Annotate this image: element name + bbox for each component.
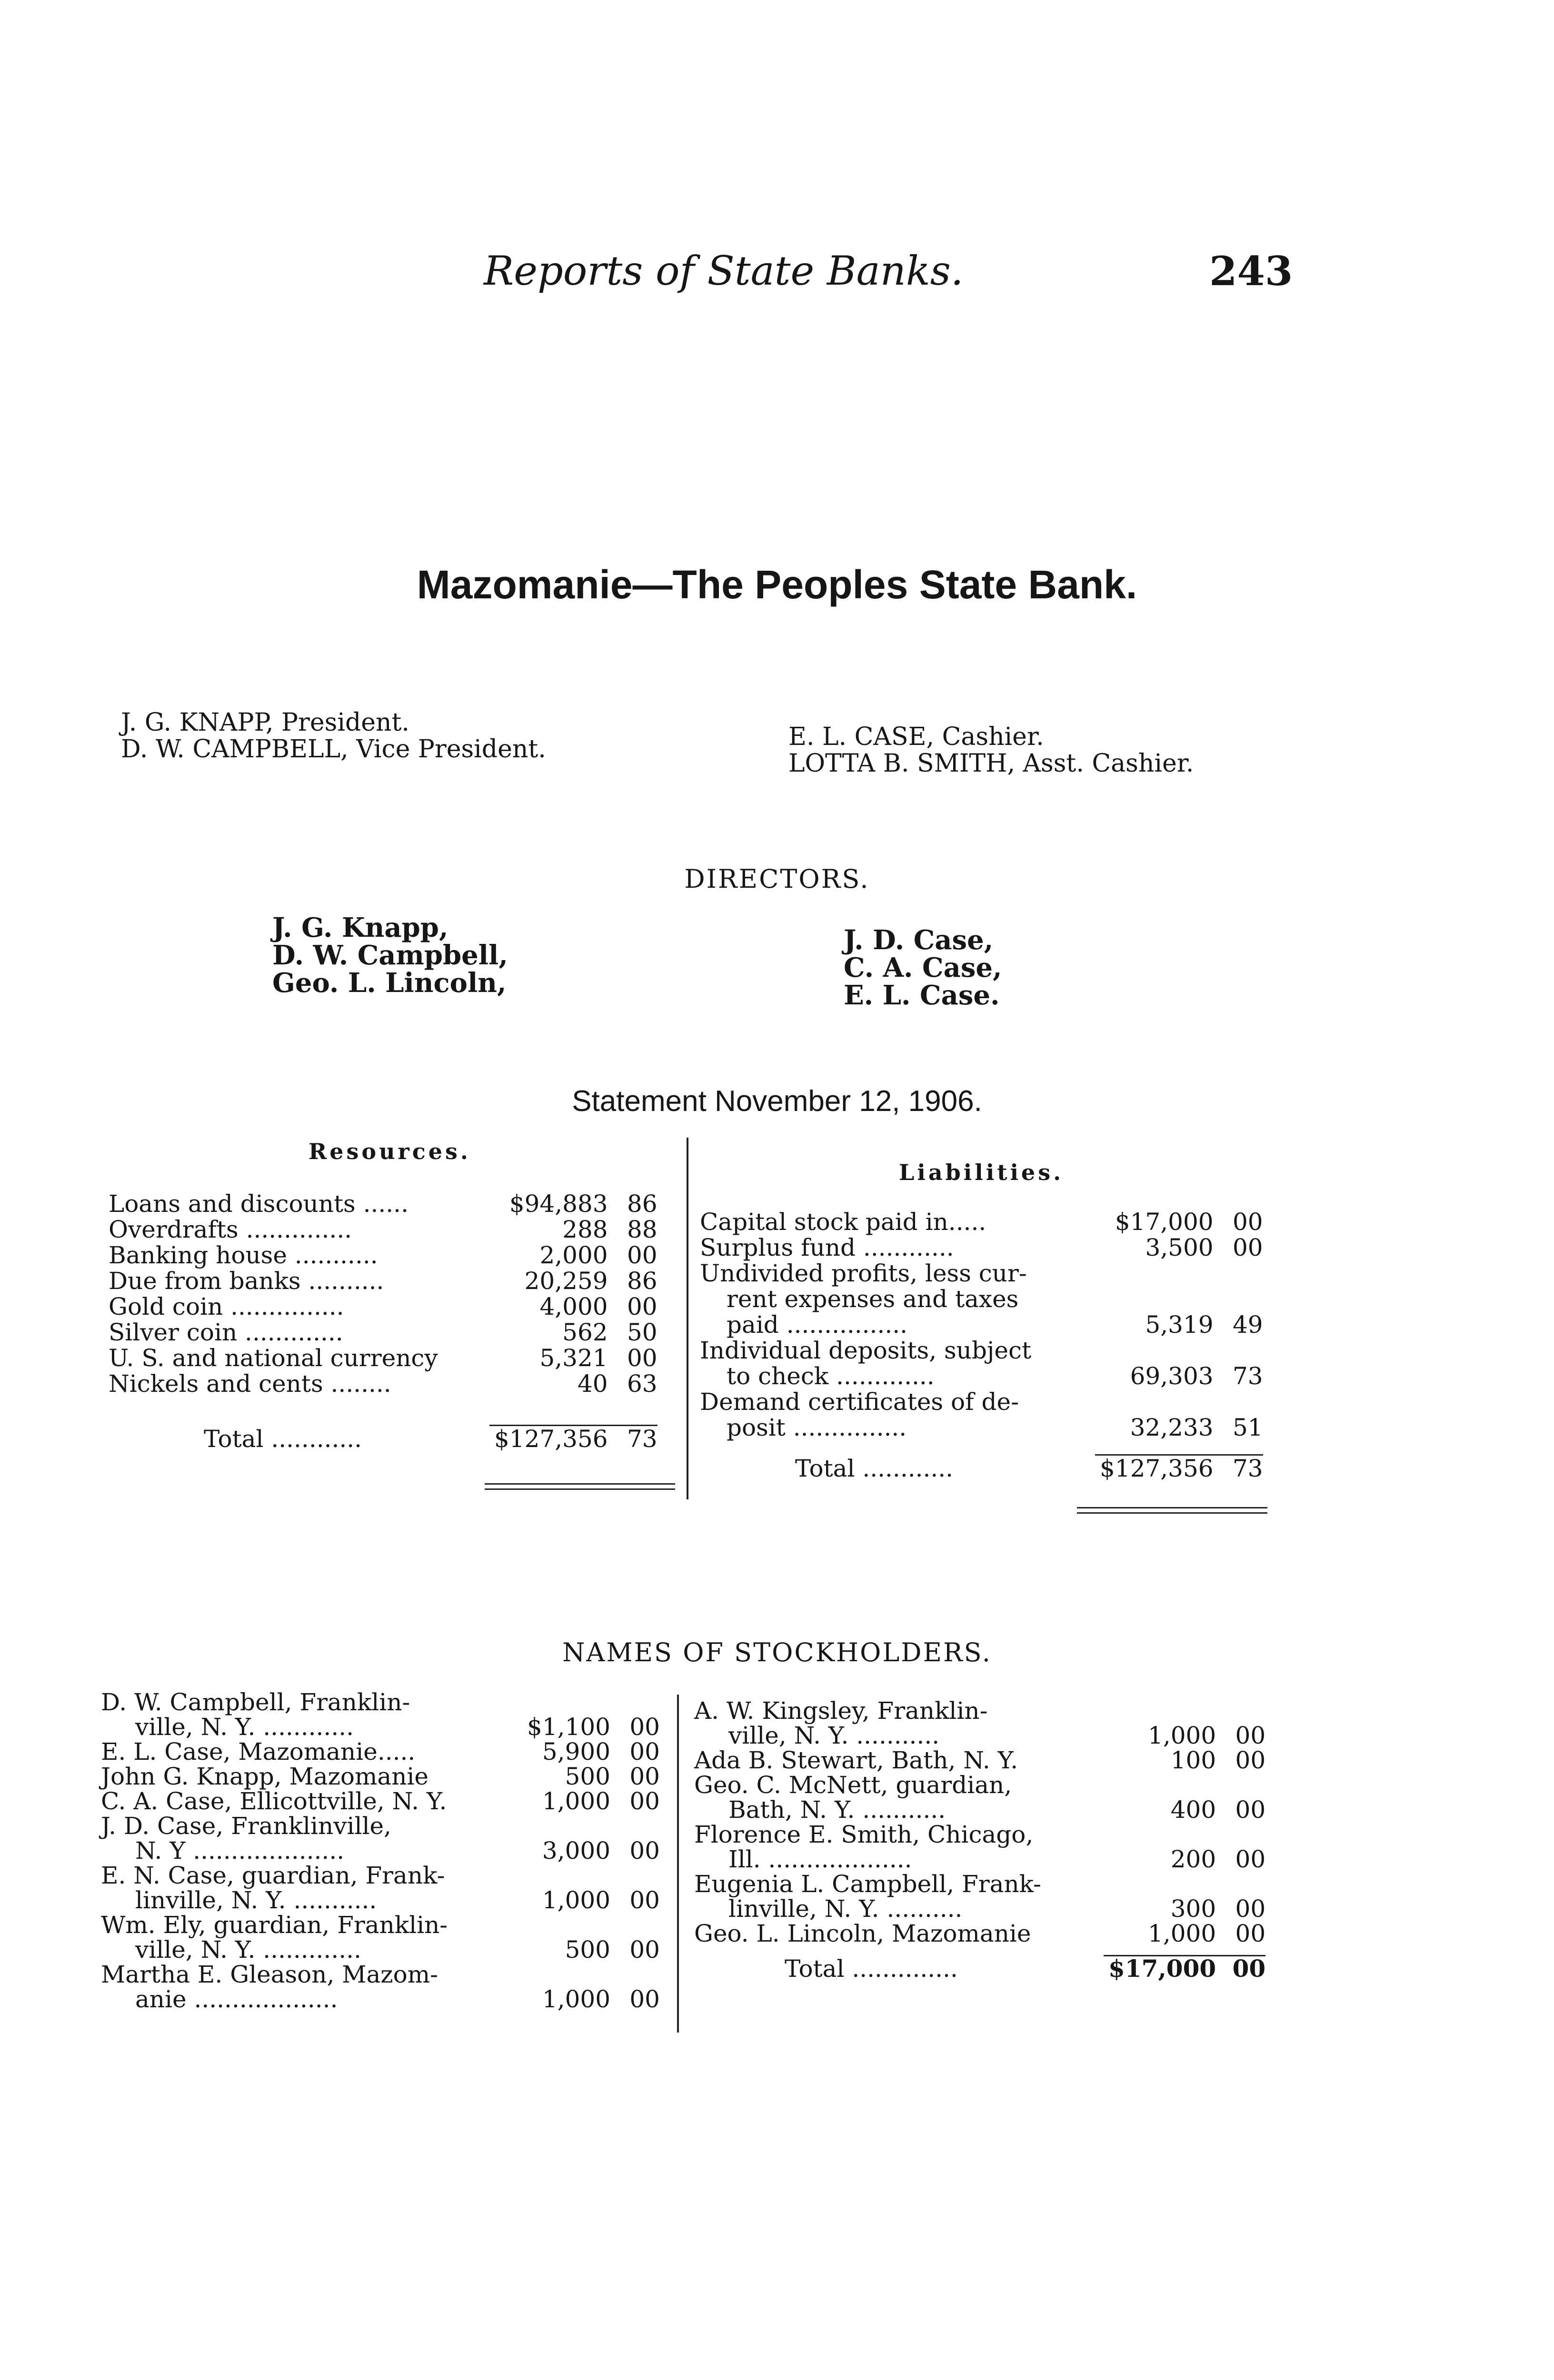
officer-cashier: E. L. CASE, Cashier.	[788, 723, 1044, 751]
director-item: E. L. Case.	[844, 980, 1000, 1011]
table-row: E. L. Case, Mazomanie..... 5,900 00	[101, 1738, 660, 1765]
director-item: Geo. L. Lincoln,	[272, 967, 507, 999]
stockholders-right-table	[694, 1698, 1265, 1981]
total-row: Total .............. $17,000 00	[785, 1954, 1266, 1983]
table-row: Eugenia L. Campbell, Frank- linville, N. Y. .......... 300 00	[694, 1870, 1266, 1923]
total-double-rule	[1077, 1507, 1267, 1514]
table-row: Silver coin ............. 562 50	[109, 1319, 657, 1346]
table-row: John G. Knapp, Mazomanie 500 00	[101, 1763, 660, 1790]
table-row: Undivided profits, less cur- rent expenses and taxes paid ................ 5,319 49	[700, 1259, 1263, 1339]
director-item: J. D. Case,	[844, 924, 994, 956]
table-row: Geo. C. McNett, guardian, Bath, N. Y. ........... 400 00	[694, 1771, 1266, 1824]
liabilities-table	[700, 1209, 1263, 1481]
officer-president: J. G. KNAPP, President.	[121, 708, 409, 737]
table-row: Overdrafts .............. 288 88	[109, 1216, 657, 1243]
table-row: Nickels and cents ........ 40 63	[109, 1370, 657, 1398]
table-row: D. W. Campbell, Franklin- ville, N. Y. ............ $1,100 00	[101, 1688, 660, 1741]
stockholders-heading: NAMES OF STOCKHOLDERS.	[562, 1637, 992, 1667]
table-row: Loans and discounts ...... $94,883 86	[109, 1190, 657, 1218]
column-divider	[677, 1695, 679, 2033]
table-row: U. S. and national currency 5,321 00	[109, 1344, 657, 1372]
directors-heading: DIRECTORS.	[684, 864, 870, 894]
director-item: D. W. Campbell,	[272, 940, 508, 971]
stockholders-left-table	[101, 1690, 660, 2012]
directors-left	[272, 914, 508, 997]
table-row: Banking house ........... 2,000 00	[109, 1241, 657, 1269]
table-row: J. D. Case, Franklinville, N. Y .................... 3,000 00	[101, 1812, 660, 1864]
table-row: Surplus fund ............ 3,500 00	[700, 1234, 1263, 1261]
table-row: Martha E. Gleason, Mazom- anie ................... 1,000 00	[101, 1961, 660, 2013]
officer-vice-president: D. W. CAMPBELL, Vice President.	[121, 735, 546, 764]
officers-left	[121, 709, 546, 763]
table-row: C. A. Case, Ellicottville, N. Y. 1,000 00	[101, 1787, 660, 1815]
table-row: Florence E. Smith, Chicago, Ill. ................... 200 00	[694, 1821, 1266, 1873]
liabilities-heading: Liabilities.	[899, 1160, 1064, 1185]
total-double-rule	[485, 1483, 675, 1490]
directors-right	[844, 926, 1002, 1009]
officer-asst-cashier: LOTTA B. SMITH, Asst. Cashier.	[788, 749, 1194, 778]
table-row: A. W. Kingsley, Franklin- ville, N. Y. ........... 1,000 00	[694, 1697, 1266, 1749]
total-row: Total ............ $127,356 73	[795, 1454, 1263, 1482]
table-row: Individual deposits, subject to check ............. 69,303 73	[700, 1337, 1263, 1390]
table-row: Due from banks .......... 20,259 86	[109, 1267, 657, 1295]
table-row: Demand certificates of de- posit ............... 32,233 51	[700, 1388, 1263, 1441]
column-divider	[687, 1138, 688, 1499]
director-item: C. A. Case,	[844, 952, 1002, 983]
running-title: Reports of State Banks.	[484, 248, 964, 294]
table-row: Gold coin ............... 4,000 00	[109, 1293, 657, 1320]
officers-right	[788, 724, 1194, 777]
table-row: Ada B. Stewart, Bath, N. Y. 100 00	[694, 1746, 1266, 1774]
page-number: 243	[1209, 248, 1293, 295]
bank-title: Mazomanie—The Peoples State Bank.	[417, 562, 1137, 607]
table-row: Geo. L. Lincoln, Mazomanie 1,000 00	[694, 1920, 1266, 1947]
resources-table	[109, 1191, 657, 1452]
statement-title: Statement November 12, 1906.	[572, 1085, 982, 1118]
table-row: E. N. Case, guardian, Frank- linville, N. Y. ........... 1,000 00	[101, 1862, 660, 1914]
table-row: Wm. Ely, guardian, Franklin- ville, N. Y. ............. 500 00	[101, 1911, 660, 1964]
resources-heading: Resources.	[309, 1139, 471, 1164]
director-item: J. G. Knapp,	[272, 912, 448, 943]
total-row: Total ............ $127,356 73	[204, 1425, 657, 1453]
table-row: Capital stock paid in..... $17,000 00	[700, 1208, 1263, 1236]
